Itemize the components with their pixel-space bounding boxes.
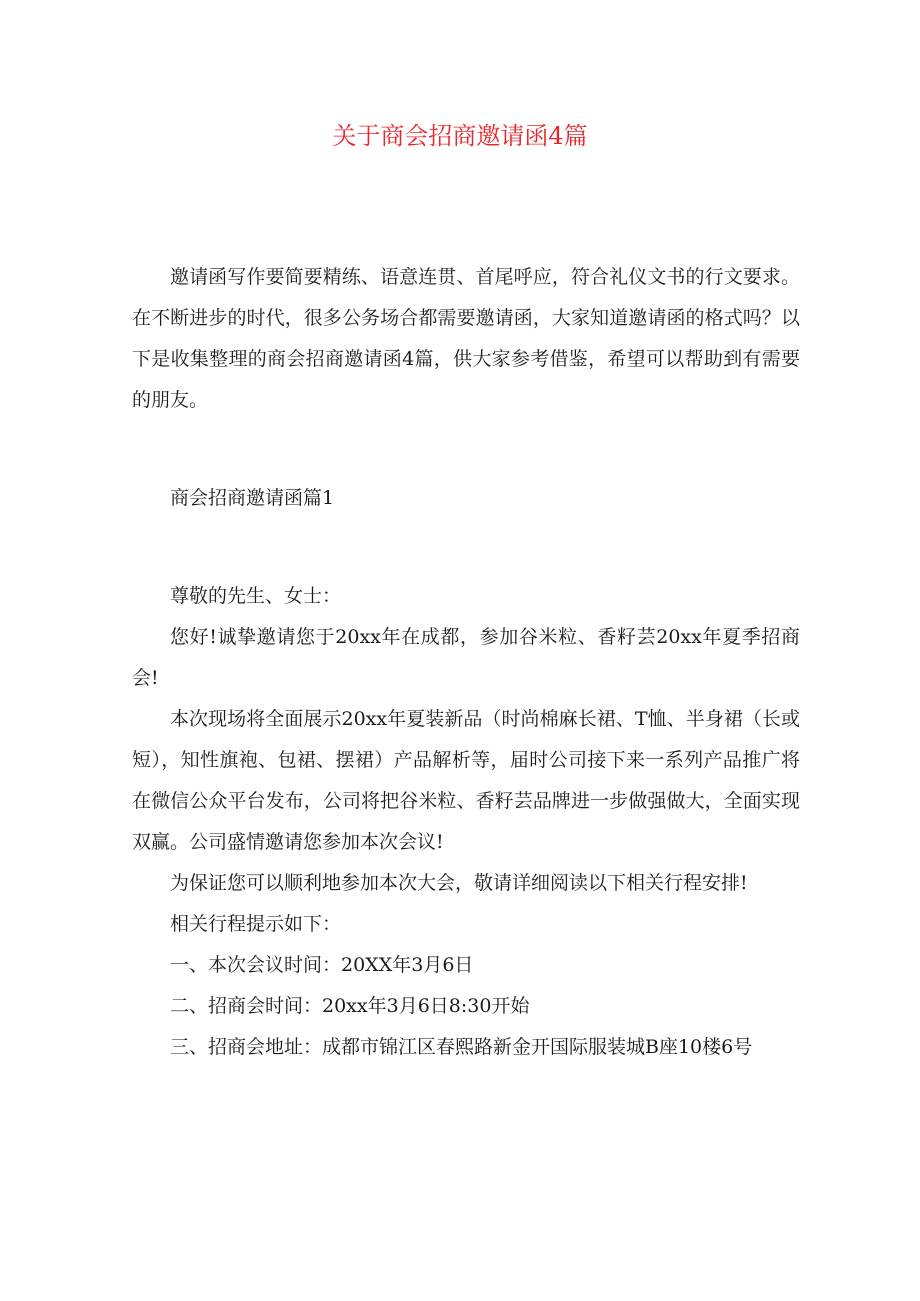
section-heading: 商会招商邀请函篇1	[170, 487, 335, 509]
document-title: 关于商会招商邀请函4篇	[332, 122, 588, 150]
body-paragraph: 您好!诚挚邀请您于20xx年在成都，参加谷米粒、香籽芸20xx年夏季招商会!	[132, 626, 800, 689]
schedule-item: 三、招商会地址：成都市锦江区春熙路新金开国际服装城B座10楼6号	[170, 1036, 753, 1058]
intro-paragraph: 邀请函写作要简要精练、语意连贯、首尾呼应，符合礼仪文书的行文要求。在不断进步的时代，很多公务场合都需要邀请函，大家知道邀请函的格式吗？以下是收集整理的商会招商邀请函4篇，供大家参考借鉴，希望可以帮助到有需要的朋友。	[132, 266, 800, 411]
schedule-item: 二、招商会时间：20xx年3月6日8:30开始	[170, 995, 530, 1017]
body-paragraph: 本次现场将全面展示20xx年夏装新品（时尚棉麻长裙、T恤、半身裙（长或短），知性旗袍、包裙、摆裙）产品解析等，届时公司接下来一系列产品推广将在微信公众平台发布，公司将把谷米粒、香籽芸品牌进一步做强做大，全面实现双赢。公司盛情邀请您参加本次会议!	[132, 708, 800, 853]
document-body	[132, 257, 800, 1068]
body-paragraph: 相关行程提示如下：	[170, 913, 342, 935]
schedule-item: 一、本次会议时间：20XX年3月6日	[170, 954, 474, 976]
salutation: 尊敬的先生、女士：	[170, 585, 342, 607]
body-paragraph: 为保证您可以顺利地参加本次大会，敬请详细阅读以下相关行程安排!	[170, 872, 748, 894]
